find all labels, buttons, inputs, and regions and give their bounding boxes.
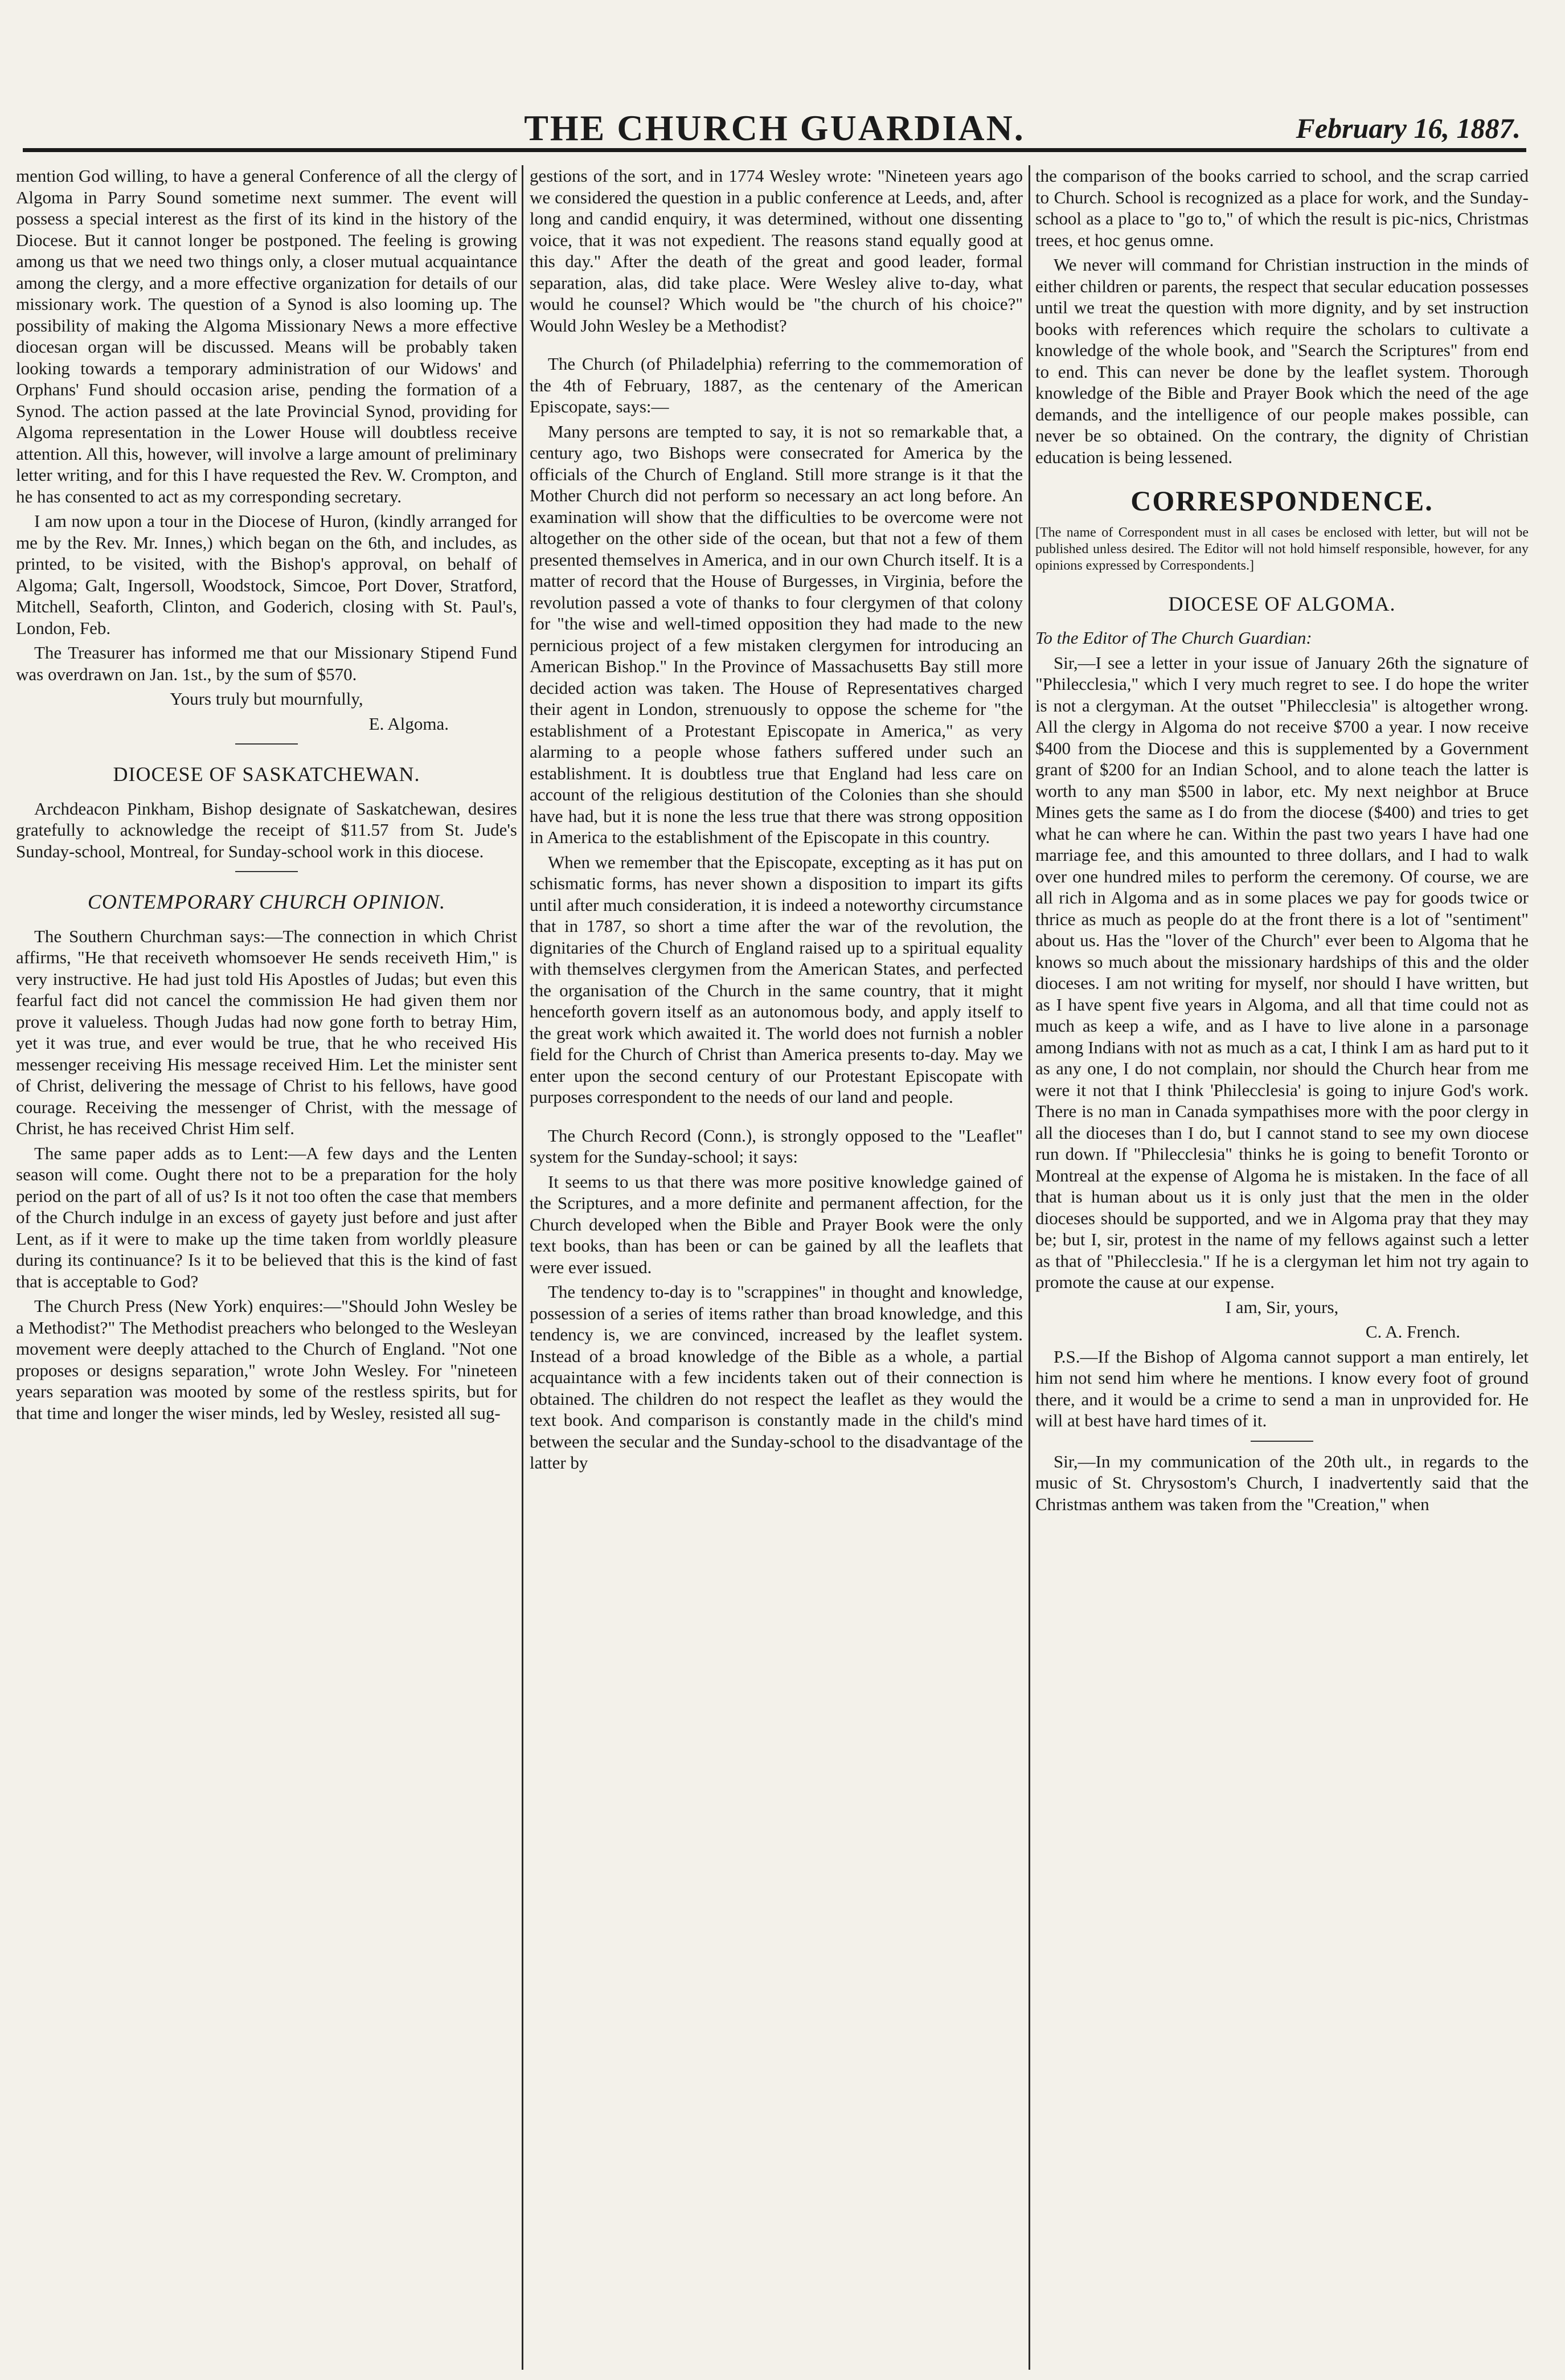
heading-correspondence: CORRESPONDENCE.	[1130, 485, 1433, 517]
heading-diocese-algoma: DIOCESE OF ALGOMA.	[1168, 592, 1396, 615]
instruction-paragraph: We never will command for Christian instruction in the minds of either children or parents, the respect that secular education possesses until we treat the question with more dignity, and by set instruction books with references which require the scholars to cultivate a knowledge of the whole book, and "Search the Scriptures" from end to end. This can never be done by the leaflet system. Thorough knowledge of the Bible and Prayer Book which the need of the age demands, and the intelligence of our people makes possible, can never be so obtained. On the contrary, the dignity of Christian education is being lessened.	[1035, 255, 1529, 467]
column-rule-1	[522, 165, 523, 2370]
letter-signature: C. A. French.	[1365, 1322, 1460, 1342]
wesley-paragraph: gestions of the sort, and in 1774 Wesley wrote: "Nineteen years ago we considered the question in a public conference at Leeds, and, after long and candid enquiry, it was determined, without one dissenting voice, that it was not expedient. The reasons stand equally good at this day." After the death of the great and good leader, formal separation, alas, did take place. Were Wesley alive to-day, what would he counsel? Which would be "the church of his choice?" Would John Wesley be a Methodist?	[530, 166, 1023, 336]
leaflet-paragraph: It seems to us that there was more positive knowledge gained of the Scriptures, and a more definite and permanent affection, for the Church developed when the Bible and Prayer Book were the only text books, than has been or can be gained by all the leaflets that were ever issued.	[530, 1171, 1023, 1277]
column-3	[1035, 165, 1529, 2370]
saskatchewan-paragraph: Archdeacon Pinkham, Bishop designate of Saskatchewan, desires gratefully to acknowledge the receipt of $11.57 from St. Jude's Sunday-school, Montreal, for Sunday-school work in this diocese.	[16, 798, 517, 861]
heading-saskatchewan: DIOCESE OF SASKATCHEWAN.	[113, 763, 420, 786]
school-comparison-paragraph: the comparison of the books carried to school, and the scrap carried to Church. School is recognized as a place for work, and the Sunday-school as a place to "go to," of which the result is pic-nics, Christmas trees, et hoc genus omne.	[1035, 166, 1529, 250]
french-letter-paragraph: Sir,—I see a letter in your issue of January 26th the signature of "Philecclesia," which I very much regret to see. I do hope the writer is not a clergyman. At the outset "Philecclesia" is altogether wrong. All the clergy in Algoma do not receive $700 a year. I now receive $400 from the Diocese and this is supplemented by a Government grant of $200 for an Indian School, and to alone teach the latter is worth to any man $500 in labor, etc. My next neighbor at Bruce Mines gets the same as I do from the diocese ($400) and tries to get what he can where he can. Within the past two years I have had one marriage fee, and this amounted to three dollars, and I had to walk over one hundred miles to perform the ceremony. Of course, we are all rich in Algoma and as in some places we pay for goods twice or thrice as much as people do at the front there is a lot of "sentiment" about us. Has the "lover of the Church" ever been to Algoma that he knows so much about the missionary hardships of this and the older dioceses. I am not writing for myself, nor should I have written, but as I have spent five years in Algoma, and all that time could not as much as keep a wife, and as I have to live alone in a parsonage among Indians with not as much as a cat, I think I am as hard put to it as any one, I do not complain, nor should the Church hear from me were it not that I think 'Philecclesia' is going to injure God's work. There is no man in Canada sympathises more with the poor clergy in all the dioceses than I do, but I cannot stand to see my own diocese run down. If "Philecclesia" thinks he is going to benefit Toronto or Montreal at the expense of Algoma he is mistaken. In the face of all that is human about us it is only just that the men in the older dioceses should be supported, and we in Algoma pray that they may be; but I, sir, protest in the name of my fellows against such a letter as that of "Philecclesia." If he is a clergyman let him not try again to promote the cause at our expense.	[1035, 652, 1529, 1292]
column-1	[16, 165, 517, 2370]
postscript-paragraph: P.S.—If the Bishop of Algoma cannot support a man entirely, let him not send him where he mentions. I know every foot of ground there, and it would be a crime to send a man in unprovided for. He will at best have hard times of it.	[1035, 1346, 1529, 1430]
church-press-paragraph: The Church Press (New York) enquires:—"Should John Wesley be a Methodist?" The Methodist preachers who belonged to the Wesleyan movement were deeply attached to the Church of England. "Not one proposes or designs separation," wrote John Wesley. For "nineteen years separation was mooted by some of the restless spirits, but for that time and longer the wiser minds, led by Wesley, resisted all sug-	[16, 1296, 517, 1423]
divider	[235, 871, 298, 872]
heading-church-opinion: CONTEMPORARY CHURCH OPINION.	[87, 890, 446, 913]
newspaper-title: THE CHURCH GUARDIAN.	[524, 108, 1025, 148]
church-record-intro-paragraph: The Church Record (Conn.), is strongly opposed to the "Leaflet" system for the Sunday-school; it says:	[530, 1125, 1023, 1167]
algoma-letter-paragraph: mention God willing, to have a general Conference of all the clergy of Algoma in Parry Sound sometime next summer. The event will possess a special interest as the first of its kind in the history of the Diocese. But it cannot longer be postponed. The feeling is growing among us that we need two things only, a closer mutual acquaintance among the clergy, and a more effective organization for details of our missionary work. The question of a Synod is also looming up. The possibility of making the Algoma Missionary News a more effective diocesan organ will be discussed. Means will be probably taken looking towards a temporary administration of our Widows' and Orphans' Fund should occasion arise, pending the formation of a Synod. The action passed at the late Provincial Synod, providing for Algoma representation in the Lower House will doubtless receive attention. All this, however, will involve a large amount of preliminary letter writing, and for this I have requested the Rev. W. Crompton, and he has consented to act as my corresponding secretary.	[16, 166, 517, 506]
southern-churchman-paragraph: The Southern Churchman says:—The connection in which Christ affirms, "He that receiveth whomsoever He sends receiveth Him," is very instructive. He had just told His Apostles of Judas; but even this fearful fact did not cancel the commission He had given them nor prove it valueless. Though Judas had now gone forth to betray Him, yet it was true, and ever would be true, that he who received His messenger receiving His message received Him. Let the minister sent of Christ, delivering the message of Christ to his fellows, have good courage. Receiving the messenger of Christ, with the message of Christ, he has received Christ Him self.	[16, 926, 517, 1138]
episcopate-centenary-paragraph: When we remember that the Episcopate, excepting as it has put on schismatic forms, has never shown a disposition to impart its gifts until after much consideration, it is indeed a noteworthy circumstance that in 1787, so short a time after the war of the revolution, the dignitaries of the Church of England raised up to a spiritual equality with themselves clergymen from the American States, and perfected the organisation of the Church in the same country, that it might henceforth govern itself as an autonomous body, and apply itself to the great work which awaited it. The world does not furnish a nobler field for the Church of Christ than America presents to-day. May we enter upon the second century of our Protestant Episcopate with purposes correspondent to the needs of our land and people.	[530, 852, 1023, 1107]
signature-closing: Yours truly but mournfully,	[170, 689, 363, 709]
signature-name: E. Algoma.	[368, 713, 449, 734]
scrappines-paragraph: The tendency to-day is to "scrappines" in thought and knowledge, possession of a series of items rather than broad knowledge, and this tendency is, we are convinced, increased by the leaflet system. Instead of a broad knowledge of the Bible as a whole, a partial acquaintance with a few incidents taken out of their connection is obtained. The children do not respect the leaflet as they would the text book. And comparison is constantly made in the child's mind between the secular and the Sunday-school to the disadvantage of the latter by	[530, 1282, 1023, 1473]
lent-paragraph: The same paper adds as to Lent:—A few days and the Lenten season will come. Ought there not to be a preparation for the holy period on the part of all of us? Is it not too often the case that members of the Church indulge in an excess of gayety just before and just after Lent, as if it were to make up the time taken from worldly pleasure during its continuance? Is it to be believed that this is the kind of fast that is acceptable to God?	[16, 1143, 517, 1291]
algoma-treasurer-paragraph: The Treasurer has informed me that our Missionary Stipend Fund was overdrawn on Jan. 1st., by the sum of $570.	[16, 643, 517, 684]
letter-closing: I am, Sir, yours,	[1225, 1297, 1339, 1317]
correspondence-note: [The name of Correspondent must in all cases be enclosed with letter, but will not be published unless desired. The Editor will not hold himself responsible, however, for any opinions expressed by Correspondents.]	[1035, 525, 1529, 573]
divider	[1251, 1441, 1313, 1442]
column-2	[530, 165, 1023, 2370]
chrysostom-letter-paragraph: Sir,—In my communication of the 20th ult., in regards to the music of St. Chrysostom's Church, I inadvertently said that the Christmas anthem was taken from the "Creation," when	[1035, 1451, 1529, 1514]
algoma-tour-paragraph: I am now upon a tour in the Diocese of Huron, (kindly arranged for me by the Rev. Mr. Innes,) which began on the 6th, and includes, as printed, to be visited, with the Bishop's approval, on behalf of Algoma; Galt, Ingersoll, Woodstock, Simcoe, Port Dover, Stratford, Mitchell, Seaforth, Clinton, and Goderich, closing with St. Paul's, London, Feb.	[16, 511, 517, 638]
issue-date: February 16, 1887.	[1296, 112, 1521, 144]
divider	[235, 743, 298, 745]
column-rule-2	[1029, 165, 1030, 2370]
letter-salutation: To the Editor of The Church Guardian:	[1035, 628, 1312, 648]
masthead	[23, 103, 1526, 152]
episcopate-paragraph: Many persons are tempted to say, it is not so remarkable that, a century ago, two Bishops were consecrated for America by the officials of the Church of England. Still more strange is it that the Mother Church did not perform so necessary an act long before. An examination will show that the difficulties to be overcome were not altogether on the other side of the ocean, but that not a few of them presented themselves in America, and in our own Church itself. It is a matter of record that the House of Burgesses, in Virginia, before the revolution passed a vote of thanks to four clergymen of that colony for "the wise and well-timed opposition they had made to the new pernicious project of a few mistaken clergymen for introducing an American Bishop." In the Province of Massachusetts Bay still more decided action was taken. The House of Representatives charged their agent in London, strenuously to oppose the scheme for "the establishment of a Protestant Episcopate in America," as very alarming to a people whose fathers suffered under such an establishment. It is doubtless true that England had less care on account of the religious destitution of the Colonies than she should have had, but it is none the less true that there was strong opposition in America to the establishment of the Episcopate in this country.	[530, 421, 1023, 847]
philadelphia-intro-paragraph: The Church (of Philadelphia) referring to the commemoration of the 4th of February, 1887, as the centenary of the American Episcopate, says:—	[530, 354, 1023, 416]
